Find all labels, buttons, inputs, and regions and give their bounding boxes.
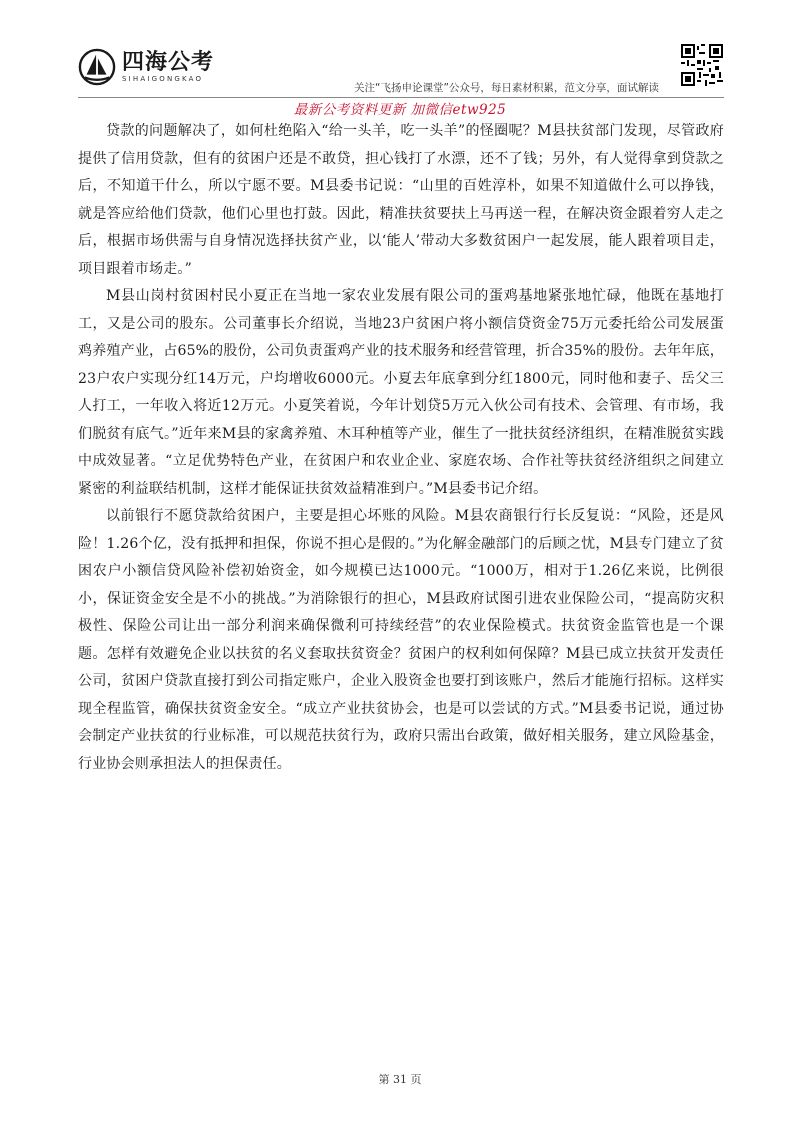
paragraph-2: M县山岗村贫困村民小夏正在当地一家农业发展有限公司的蛋鸡基地紧张地忙碌，他既在基地打工，又是公司的股东。公司董事长介绍说，当地23户贫困户将小额信贷资金75万元委托给公司发展蛋鸡养殖产业，占65%的股份，公司负责蛋鸡产业的技术服务和经营管理，折合35%的股份。去年年底，23户农户实现分红14万元，户均增收6000元。小夏去年底拿到分红1800元，同时他和妻子、岳父三人打工，一年收入将近12万元。小夏笑着说，今年计划贷5万元入伙公司有技术、会管理、有市场，我们脱贫有底气。”近年来M县的家禽养殖、木耳种植等产业，催生了一批扶贫经济组织，在精准脱贫实践中成效显著。“立足优势特色产业，在贫困户和农业企业、家庭农场、合作社等扶贫经济组织之间建立紧密的利益联结机制，这样才能保证扶贫效益精准到户。”M县委书记介绍。 <box>78 288 724 497</box>
logo <box>78 48 214 86</box>
page-header <box>0 0 800 118</box>
qr-code-icon <box>681 44 723 86</box>
article-body <box>78 118 724 778</box>
page-number: 第 31 页 <box>378 1073 422 1086</box>
paragraph-3: 以前银行不愿贷款给贫困户，主要是担心坏账的风险。M县农商银行行长反复说：“风险，还是风险！1.26个亿，没有抵押和担保，你说不担心是假的。”为化解金融部门的后顾之忧，M县专门建立了贫困农户小额信贷风险补偿初始资金，如今规模已达1000元。“1000万，相对于1.26亿来说，比例很小，保证资金安全是不小的挑战。”为消除银行的担心，M县政府试图引进农业保险公司，“提高防灾积极性、保险公司让出一部分利润来确保微利可持续经营”的农业保险模式。扶贫资金监管也是一个课题。怎样有效避免企业以扶贫的名义套取扶贫资金？贫困户的权利如何保障？M县已成立扶贫开发责任公司，贫困户贷款直接打到公司指定账户，企业入股资金也要打到该账户，然后才能施行招标。这样实现全程监管，确保扶贫资金安全。“成立产业扶贫协会，也是可以尝试的方式。”M县委书记说，通过协会制定产业扶贫的行业标准，可以规范扶贫行为，政府只需出台政策，做好相关服务，建立风险基金，行业协会则承担法人的担保责任。 <box>78 508 724 772</box>
sailboat-logo-icon <box>78 48 116 86</box>
watermark-notice: 最新公考资料更新 加微信etw925 <box>293 102 507 118</box>
paragraph-1: 贷款的问题解决了，如何杜绝陷入“给一头羊，吃一头羊”的怪圈呢？M县扶贫部门发现，尽管政府提供了信用贷款，但有的贫困户还是不敢贷，担心钱打了水漂，还不了钱；另外，有人觉得拿到贷款之后，不知道干什么，所以宁愿不要。M县委书记说：“山里的百姓淳朴，如果不知道做什么可以挣钱，就是答应给他们贷款，他们心里也打鼓。因此，精准扶贫要扶上马再送一程，在解决资金跟着穷人走之后，根据市场供需与自身情况选择扶贫产业，以‘能人’带动大多数贫困户一起发展，能人跟着项目走，项目跟着市场走。” <box>78 123 724 277</box>
logo-brand-text: 四海公考 <box>122 49 215 75</box>
header-tagline: 关注“飞扬申论课堂”公众号，每日素材积累，范文分享，面试解读 <box>354 82 659 94</box>
logo-brand-pinyin: SIHAIGONGKAO <box>122 74 204 83</box>
